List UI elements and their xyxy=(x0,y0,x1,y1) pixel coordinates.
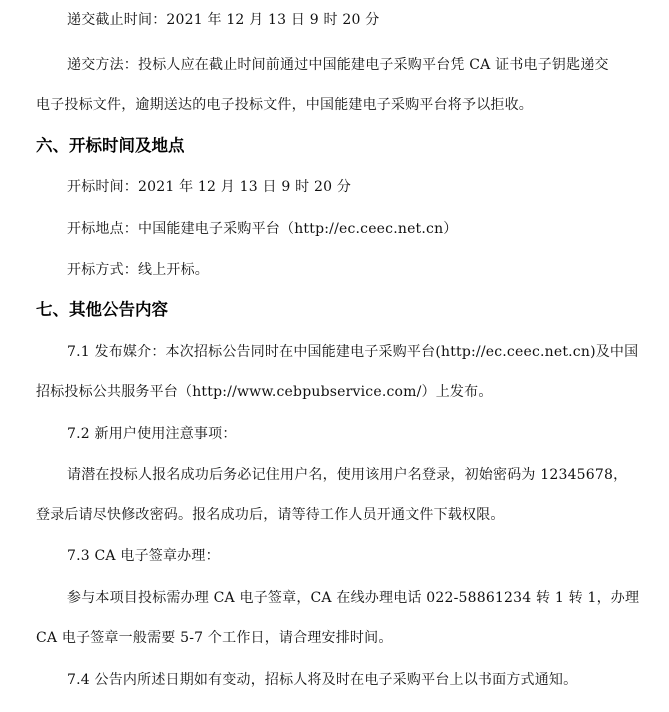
p73-title: 7.3 CA 电子签章办理： xyxy=(67,548,220,564)
p71-line1: 7.1 发布媒介：本次招标公告同时在中国能建电子采购平台(http://ec.ceec.net.cn)及中国 xyxy=(67,344,639,360)
submission-method-line2: 电子投标文件，逾期送达的电子投标文件，中国能建电子采购平台将予以拒收。 xyxy=(36,97,533,113)
submission-method-line1: 递交方法：投标人应在截止时间前通过中国能建电子采购平台凭 CA 证书电子钥匙递交 xyxy=(67,57,609,73)
p73-line2: CA 电子签章一般需要 5-7 个工作日，请合理安排时间。 xyxy=(36,630,393,646)
p72-line2: 登录后请尽快修改密码。报名成功后，请等待工作人员开通文件下载权限。 xyxy=(36,507,505,523)
section6-heading: 六、开标时间及地点 xyxy=(36,136,185,155)
p74-line1: 7.4 公告内所述日期如有变动，招标人将及时在电子采购平台上以书面方式通知。 xyxy=(67,672,578,688)
section7-heading: 七、其他公告内容 xyxy=(36,300,168,319)
p72-line1: 请潜在投标人报名成功后务必记住用户名，使用该用户名登录，初始密码为 12345678， xyxy=(67,467,628,483)
opening-time: 开标时间：2021 年 12 月 13 日 9 时 20 分 xyxy=(67,179,352,195)
p73-line1: 参与本项目投标需办理 CA 电子签章，CA 在线办理电话 022-58861234 转 1 转 1，办理 xyxy=(67,590,640,606)
p71-line2: 招标投标公共服务平台（http://www.cebpubservice.com/）上发布。 xyxy=(36,384,493,400)
p72-title: 7.2 新用户使用注意事项： xyxy=(67,426,237,442)
opening-mode: 开标方式：线上开标。 xyxy=(67,262,209,278)
opening-place: 开标地点：中国能建电子采购平台（http://ec.ceec.net.cn） xyxy=(67,221,458,237)
submission-deadline: 递交截止时间：2021 年 12 月 13 日 9 时 20 分 xyxy=(67,12,380,28)
